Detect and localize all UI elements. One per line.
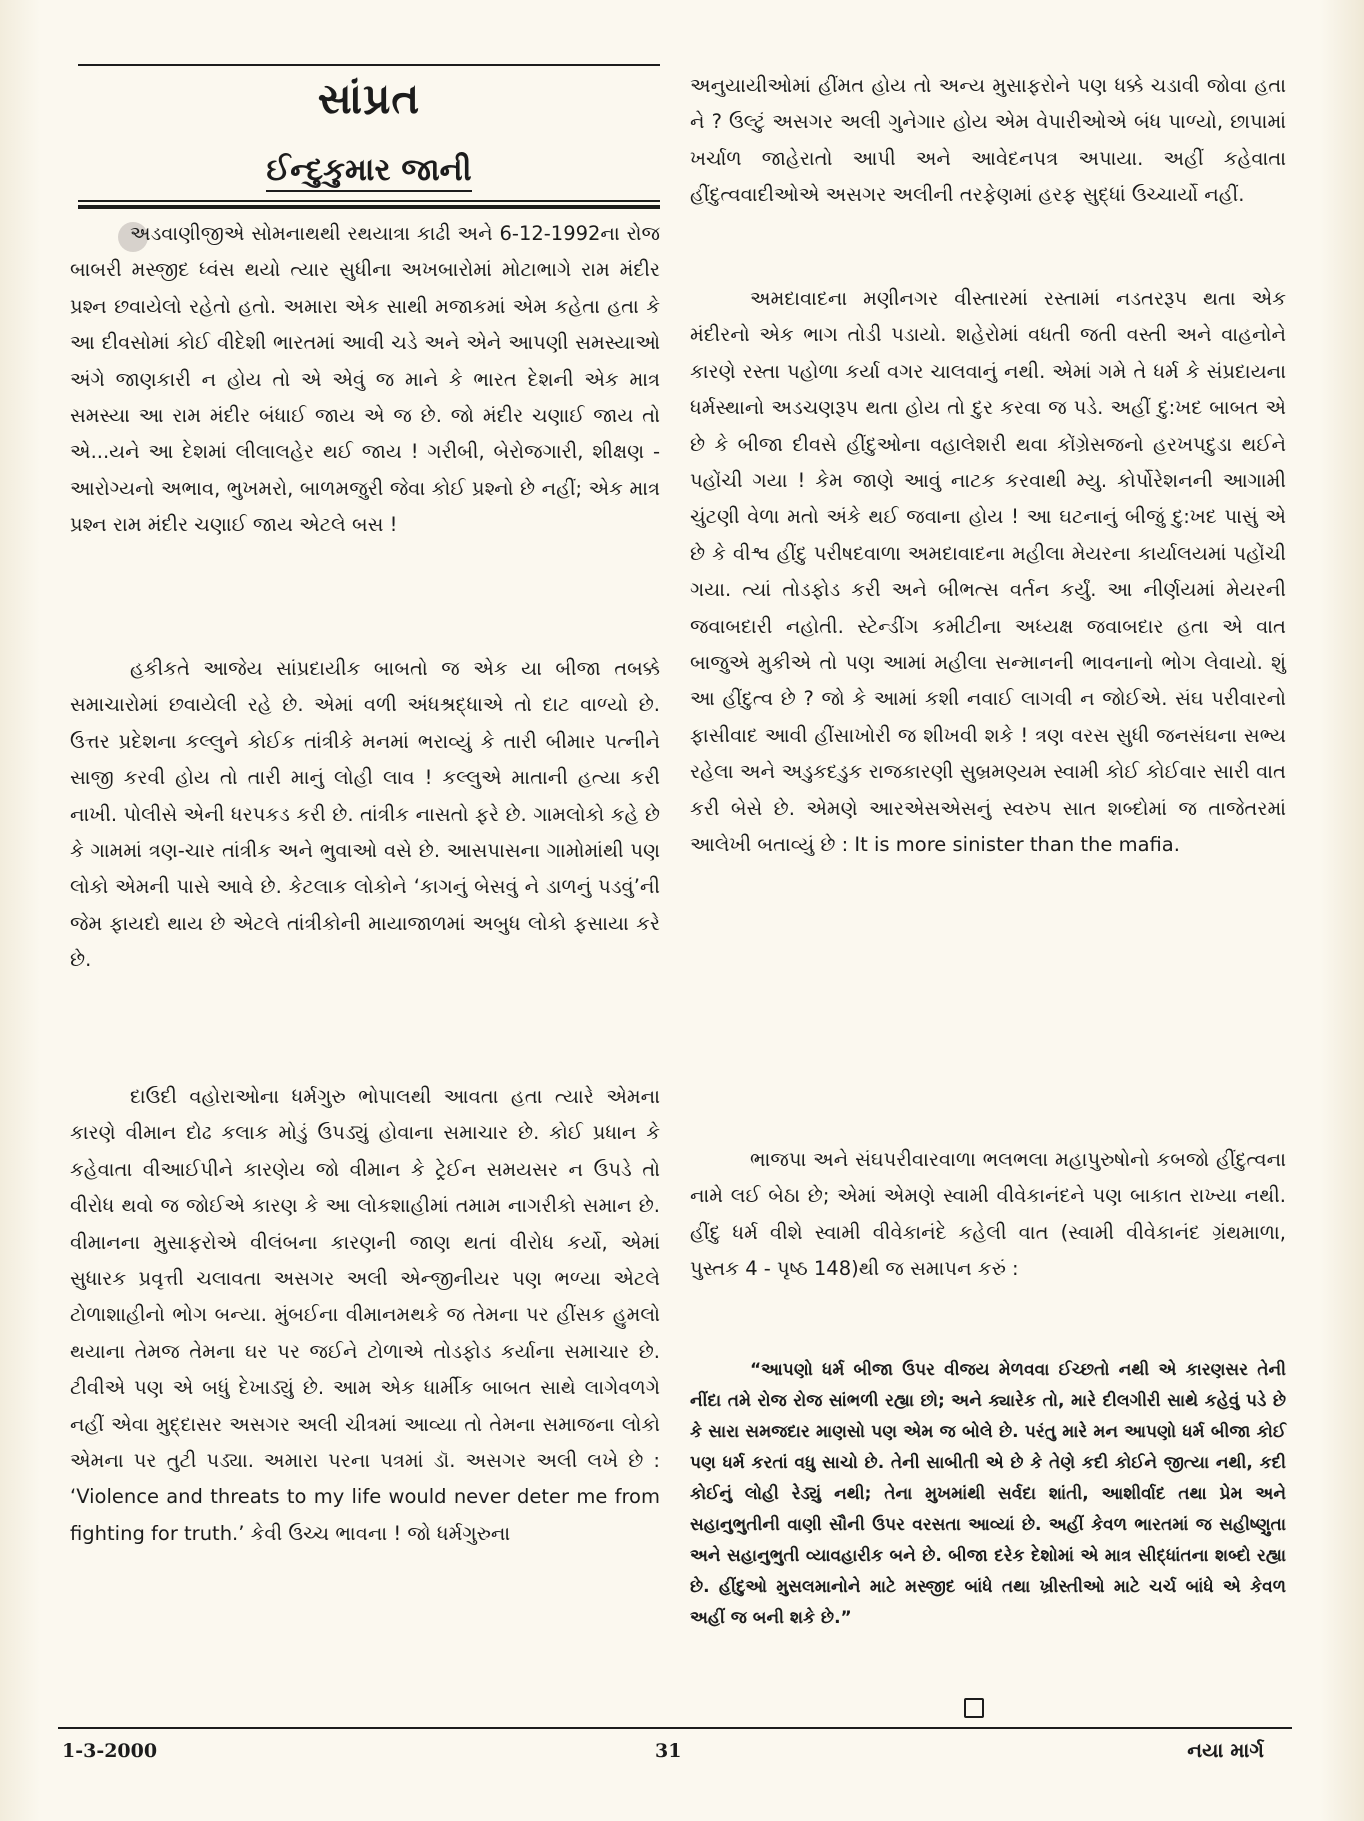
end-of-article-icon [964,1698,984,1718]
article-paragraph-2: હકીકતે આજેય સાંપ્રદાયીક બાબતો જ એક યા બીજા તબક્કે સમાચારોમાં છવાયેલી રહે છે. એમાં વળી અંધશ્રદ્ધાએ તો દાટ વાળ્યો છે. ઉત્તર પ્રદેશના કલ્લુને કોઈક તાંત્રીકે મનમાં ભરાવ્યું કે તારી બીમાર પત્નીને સાજી કરવી હોય તો તારી માનું લોહી લાવ ! કલ્લુએ માતાની હત્યા કરી નાખી. પોલીસે એની ધરપકડ કરી છે. તાંત્રીક નાસતો ફરે છે. ગામલોકો કહે છે કે ગામમાં ત્રણ-ચાર તાંત્રીક અને ભુવાઓ વસે છે. આસપાસના ગામોમાંથી પણ લોકો એમની પાસે આવે છે. કેટલાક લોકોને ‘કાગનું બેસવું ને ડાળનું પડવું’ની જેમ ફાયદો થાય છે એટલે તાંત્રીકોની માયાજાળમાં અબુધ લોકો ફસાયા કરે છે. [70,657,660,972]
article-paragraph-6: ભાજપા અને સંઘપરીવારવાળા ભલભલા મહાપુરુષોનો કબજો હીંદુત્વના નામે લઈ બેઠા છે; એમાં એમણે સ્વામી વીવેકાનંદને પણ બાકાત રાખ્યા નથી. હીંદુ ધર્મ વીશે સ્વામી વીવેકાનંદે કહેલી વાત (સ્વામી વીવેકાનંદ ગ્રંથમાળા, પુસ્તક 4 - પૃષ્ઠ 148)થી જ સમાપન કરું : [690,1148,1286,1281]
article-paragraph-3: દાઉદી વહોરાઓના ધર્મગુરુ ભોપાલથી આવતા હતા ત્યારે એમના કારણે વીમાન દોઢ કલાક મોડું ઉપડ્યું હોવાના સમાચાર છે. કોઈ પ્રધાન કે કહેવાતા વીઆઈપીને કારણેય જો વીમાન કે ટ્રેઈન સમયસર ન ઉપડે તો વીરોધ થવો જ જોઈએ કારણ કે આ લોકશાહીમાં તમામ નાગરીકો સમાન છે. વીમાનના મુસાફરોએ વીલંબના કારણની જાણ થતાં વીરોધ કર્યો, એમાં સુધારક પ્રવૃત્તી ચલાવતા અસગર અલી એન્જીનીયર પણ ભળ્યા એટલે ટોળાશાહીનો ભોગ બન્યા. મુંબઈના વીમાનમથકે જ તેમના પર હીંસક હુમલો થયાના તેમજ તેમના ઘર પર જઈને ટોળાએ તોડફોડ કર્યાના સમાચાર છે. ટીવીએ પણ એ બધું દેખાડ્યું છે. આમ એક ધાર્મીક બાબત સાથે લાગેવળગે નહીં એવા મુદ્દાસર અસગર અલી ચીત્રમાં આવ્યા તો તેમના સમાજના લોકો એમના પર તુટી પડ્યા. અમારા પરના પત્રમાં ડૉ. અસગર અલી લખે છે : ‘Violence and threats to my life would never deter me from fighting for truth.’ કેવી ઉચ્ચ ભાવના ! જો ધર્મગુરુના [70,1085,660,1545]
vivekananda-quote: “આપણો ધર્મ બીજા ઉપર વીજય મેળવવા ઈચ્છતો નથી એ કારણસર તેની નીંદા તમે રોજ રોજ સાંભળી રહ્યા છો; અને ક્યારેક તો, મારે દીલગીરી સાથે કહેવું પડે છે કે સારા સમજદાર માણસો પણ એમ જ બોલે છે. પરંતુ મારે મન આપણો ધર્મ બીજા કોઈ પણ ધર્મ કરતાં વધુ સાચો છે. તેની સાબીતી એ છે કે તેણે કદી કોઈને જીત્યા નથી, કદી કોઈનું લોહી રેડ્યું નથી; તેના મુખમાંથી સર્વદા શાંતી, આશીર્વાદ તથા પ્રેમ અને સહાનુભુતીની વાણી સૌની ઉપર વરસતા આવ્યાં છે. અહીં કેવળ ભારતમાં જ સહીષ્ણુતા અને સહાનુભુતી વ્યાવહારીક બને છે. બીજા દરેક દેશોમાં એ માત્ર સીદ્ધાંતના શબ્દો રહ્યા છે. હીંદુઓ મુસલમાનોને માટે મસ્જીદ બાંધે તથા ખ્રીસ્તીઓ માટે ચર્ચ બાંધે એ કેવળ અહીં જ બની શકે છે.” [690,1360,1286,1628]
publication-name: નયા માર્ગ [1187,1738,1264,1762]
article-paragraph-5: અમદાવાદના મણીનગર વીસ્તારમાં રસ્તામાં નડતરરૂપ થતા એક મંદીરનો એક ભાગ તોડી પડાયો. શહેરોમાં વધતી જતી વસ્તી અને વાહનોને કારણે રસ્તા પહોળા કર્યા વગર ચાલવાનું નથી. એમાં ગમે તે ધર્મ કે સંપ્રદાયના ધર્મસ્થાનો અડચણરૂપ થતા હોય તો દુર કરવા જ પડે. અહીં દુ:ખદ બાબત એ છે કે બીજા દીવસે હીંદુઓના વહાલેશરી થવા કોંગ્રેસજનો હરખપદુડા થઈને પહોંચી ગયા ! કેમ જાણે આવું નાટક કરવાથી મ્યુ. કોર્પોરેશનની આગામી ચુંટણી વેળા મતો અંકે થઈ જવાના હોય ! આ ઘટનાનું બીજું દુ:ખદ પાસું એ છે કે વીશ્વ હીંદુ પરીષદવાળા અમદાવાદના મહીલા મેયરના કાર્યાલયમાં પહોંચી ગયા. ત્યાં તોડફોડ કરી અને બીભત્સ વર્તન કર્યું. આ નીર્ણયમાં મેયરની જવાબદારી નહોતી. સ્ટેન્ડીંગ કમીટીના અધ્યક્ષ જવાબદાર હતા એ વાત બાજુએ મુકીએ તો પણ આમાં મહીલા સન્માનની ભાવનાનો ભોગ લેવાયો. શું આ હીંદુત્વ છે ? જો કે આમાં કશી નવાઈ લાગવી ન જોઈએ. સંઘ પરીવારનો ફાસીવાદ આવી હીંસાખોરી જ શીખવી શકે ! ત્રણ વરસ સુધી જનસંઘના સભ્ય રહેલા અને અડુકદડુક રાજકારણી સુબ્રમણ્યમ સ્વામી કોઈ કોઈવાર સારી વાત કરી બેસે છે. એમણે આરએસએસનું સ્વરુપ સાત શબ્દોમાં જ તાજેતરમાં આલેખી બતાવ્યું છે : It is more sinister than the mafia. [690,287,1286,857]
byline-rule-thin [78,200,660,202]
author-byline [78,150,660,190]
page-number: 31 [655,1740,682,1762]
column-title: સાંપ્રત [317,74,421,123]
article-paragraph-1: અડવાણીજીએ સોમનાથથી રથયાત્રા કાઢી અને 6-12-1992ના રોજ બાબરી મસ્જીદ ધ્વંસ થયો ત્યાર સુધીના અખબારોમાં મોટાભાગે રામ મંદીર પ્રશ્ન છવાયેલો રહેતો હતો. અમારા એક સાથી મજાકમાં એમ કહેતા હતા કે આ દીવસોમાં કોઈ વીદેશી ભારતમાં આવી ચડે અને એને આપણી સમસ્યાઓ અંગે જાણકારી ન હોય તો એ એવું જ માને કે ભારત દેશની એક માત્ર સમસ્યા આ રામ મંદીર બંધાઈ જાય એ જ છે. જો મંદીર ચણાઈ જાય તો એ...યને આ દેશમાં લીલાલહેર થઈ જાય ! ગરીબી, બેરોજગારી, શીક્ષણ - આરોગ્યનો અભાવ, ભુખમરો, બાળમજુરી જેવા કોઈ પ્રશ્નો છે નહીં; એક માત્ર પ્રશ્ન રામ મંદીર ચણાઈ જાય એટલે બસ ! [70,222,660,537]
footer-date: 1-3-2000 [62,1740,158,1762]
author-name: ઈન્દુકુમાર જાની [266,152,471,192]
footer-rule [58,1727,1292,1729]
header-rule [78,64,660,66]
byline-rule-thick [78,205,660,209]
article-paragraph-4: અનુયાયીઓમાં હીંમત હોય તો અન્ય મુસાફરોને પણ ધક્કે ચડાવી જોવા હતા ને ? ઉલ્ટું અસગર અલી ગુનેગાર હોય એમ વેપારીઓએ બંધ પાળ્યો, છાપામાં ખર્ચાળ જાહેરાતો આપી અને આવેદનપત્ર અપાયા. અહીં કહેવાતા હીંદુત્વવાદીઓએ અસગર અલીની તરફેણમાં હરફ સુદ્ધાં ઉચ્ચાર્યો નહીં. [690,74,1286,207]
